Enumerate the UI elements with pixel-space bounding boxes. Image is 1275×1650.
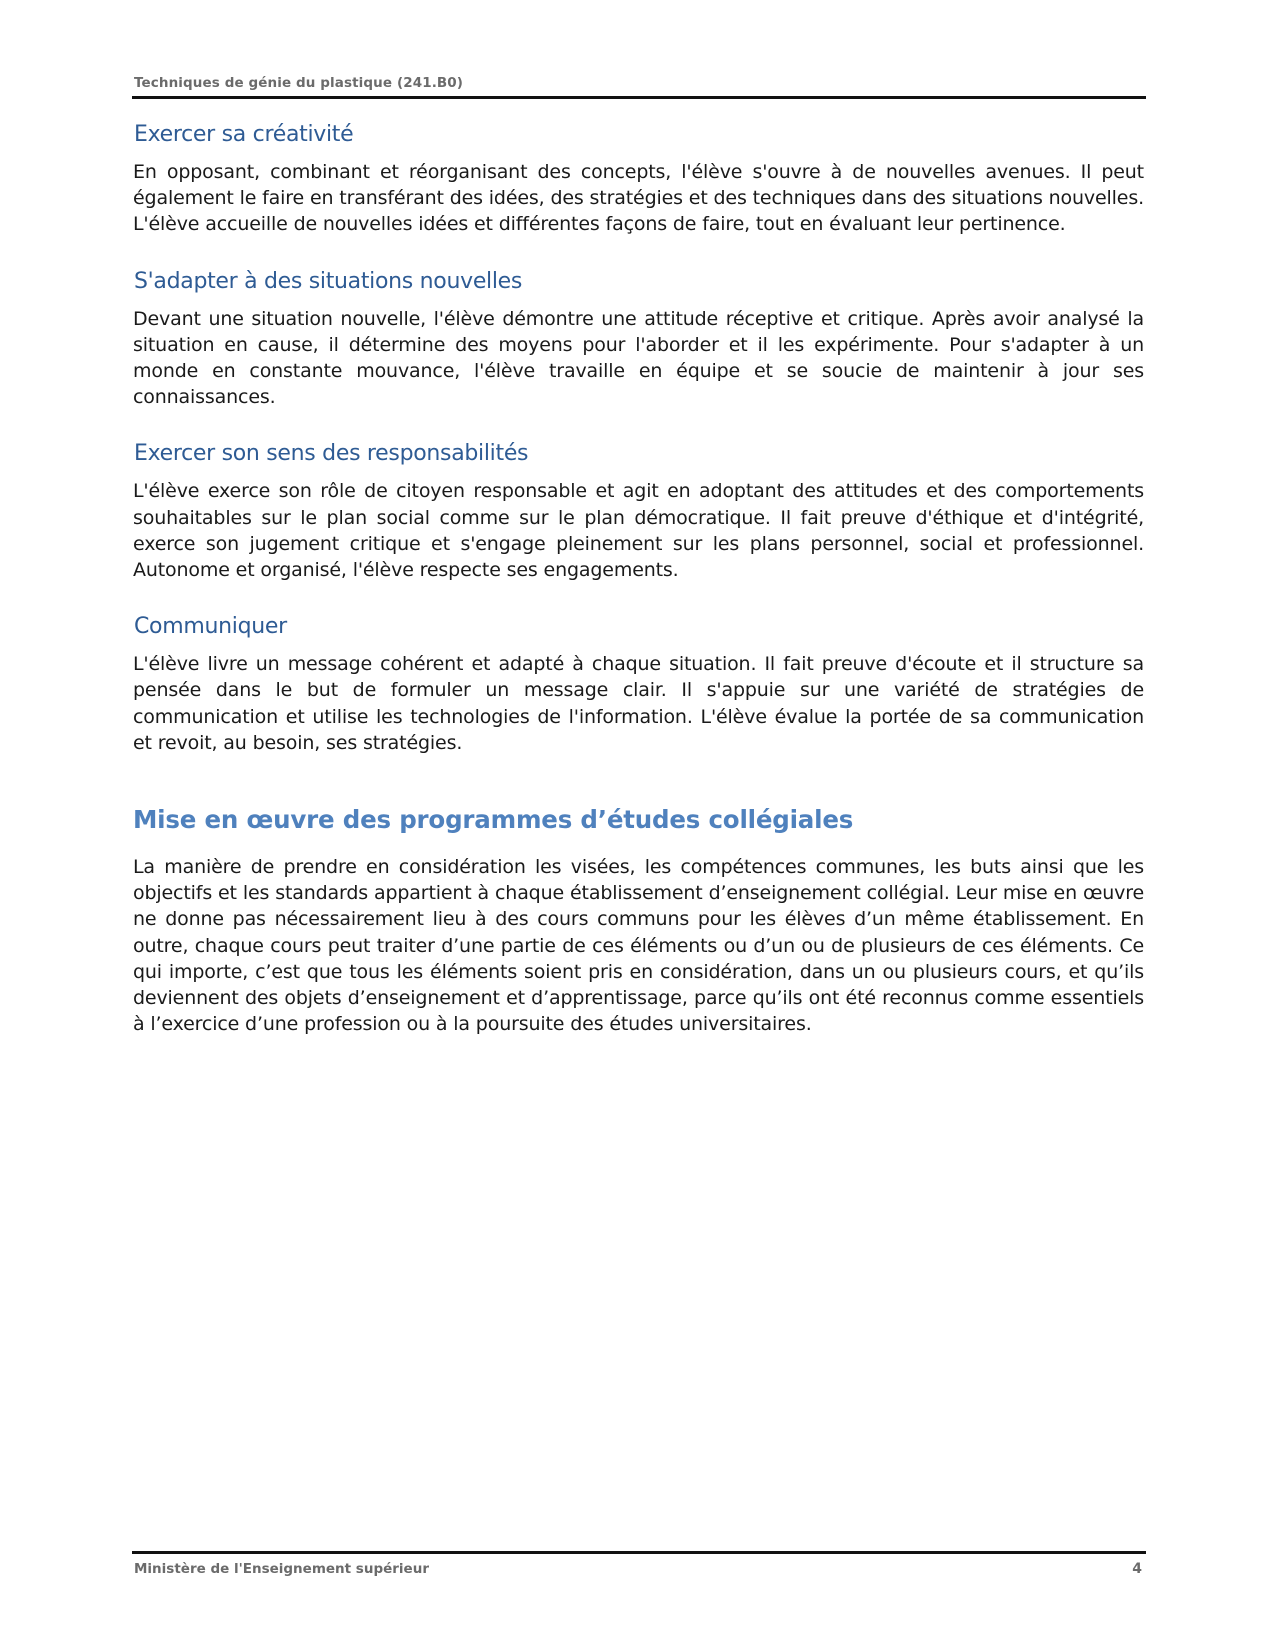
section-creativity [133,120,1144,238]
section-heading: Exercer son sens des responsabilités [134,441,529,467]
section-heading: Communiquer [134,614,287,640]
page-footer [132,1551,1146,1582]
section-paragraph: Devant une situation nouvelle, l'élève démontre une attitude réceptive et critique. Après avoir analysé la situation en cause, il détermine des moyens pour l'aborder et il les expérimente. Pour s'adapter à un monde en constante mouvance, l'élève travaille en équipe et se soucie de maintenir à jour ses connaissances. [133,307,1144,409]
implementation-paragraph: La manière de prendre en considération les visées, les compétences communes, les buts ainsi que les objectifs et les standards appartient à chaque établissement d’enseignement collégial. Leur mise en œuvre ne donne pas nécessairement lieu à des cours communs pour les élèves d’un même établissement. En outre, chaque cours peut traiter d’une partie de ces éléments ou d’un ou de plusieurs de ces éléments. Ce qui importe, c’est que tous les éléments soient pris en considération, dans un ou plusieurs cours, et qu’ils deviennent des objets d’enseignement et d’apprentissage, parce qu’ils ont été reconnus comme essentiels à l’exercice d’une profession ou à la poursuite des études universitaires. [133,856,1144,1036]
section-communication [133,612,1144,756]
section-responsibility [133,439,1144,583]
page-content [133,120,1144,1037]
section-paragraph: L'élève exerce son rôle de citoyen responsable et agit en adoptant des attitudes et des comportements souhaitables sur le plan social comme sur le plan démocratique. Il fait preuve d'éthique et d'intégrité, exerce son jugement critique et s'engage pleinement sur les plans personnel, social et professionnel. Autonome et organisé, l'élève respecte ses engagements. [133,480,1144,582]
page-number: 4 [1132,1561,1142,1577]
document-title: Techniques de génie du plastique (241.B0) [134,75,464,91]
section-paragraph: L'élève livre un message cohérent et adapté à chaque situation. Il fait preuve d'écoute et il structure sa pensée dans le but de formuler un message clair. Il s'appuie sur une variété de stratégies de communication et utilise les technologies de l'information. L'élève évalue la portée de sa communication et revoit, au besoin, ses stratégies. [133,653,1144,754]
page-header [132,72,1146,99]
section-adaptation [133,267,1144,411]
section-paragraph: En opposant, combinant et réorganisant des concepts, l'élève s'ouvre à de nouvelles avenues. Il peut également le faire en transférant des idées, des stratégies et des techniques dans des situations nouvelles. L'élève accueille de nouvelles idées et différentes façons de faire, tout en évaluant leur pertinence. [133,161,1144,236]
section-heading: S'adapter à des situations nouvelles [134,268,523,294]
implementation-title: Mise en œuvre des programmes d’études collégiales [133,805,854,835]
section-heading: Exercer sa créativité [134,122,354,147]
footer-organization: Ministère de l'Enseignement supérieur [134,1561,429,1577]
